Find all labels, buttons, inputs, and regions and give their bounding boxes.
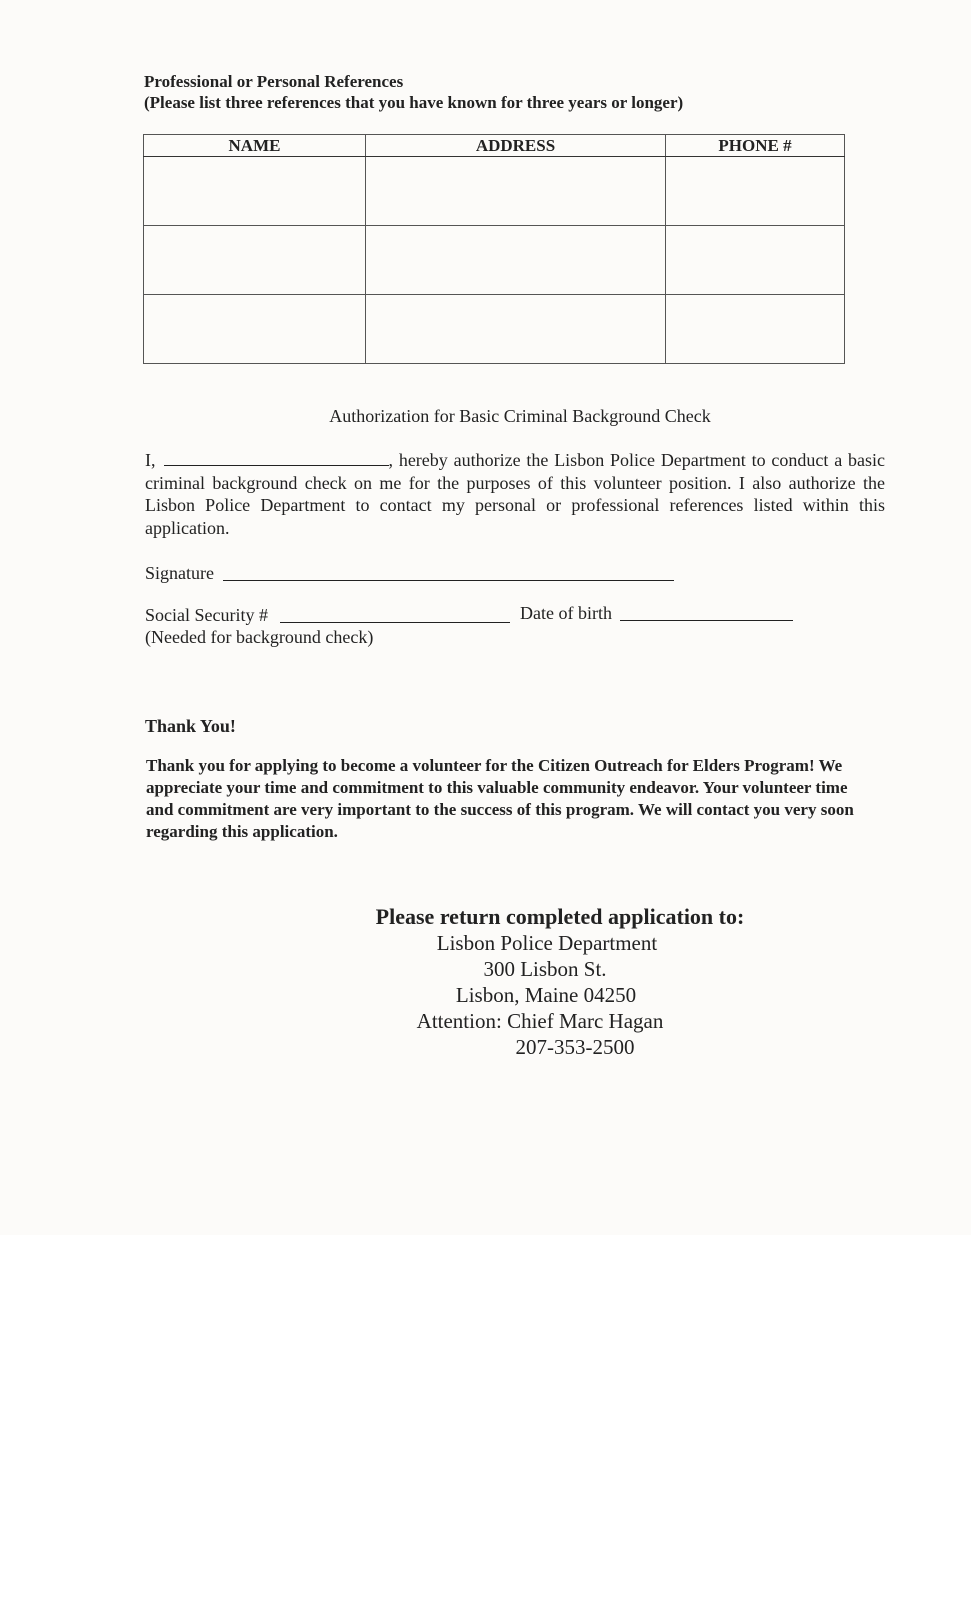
return-city: Lisbon, Maine 04250 — [455, 983, 637, 1007]
return-phone: 207-353-2500 — [515, 1035, 635, 1059]
applicant-name-blank[interactable] — [164, 451, 389, 466]
references-table — [143, 134, 845, 364]
authorization-title: Authorization for Basic Criminal Background Check — [329, 406, 711, 426]
thanks-paragraph: Thank you for applying to become a volunteer for the Citizen Outreach for Elders Program! We appreciate your time and commitment to this valuable community endeavor. Your volunteer time and commitment are very important to the success of this program. We will contact you very soon regarding this application. — [146, 756, 854, 841]
ssn-line[interactable] — [280, 622, 510, 623]
authorization-body: , hereby authorize the Lisbon Police Department to conduct a basic criminal background check on me for the purposes of this volunteer position. I also authorize the Lisbon Police Department to contact my personal or professional references listed within this application. — [145, 450, 885, 538]
column-header-phone: PHONE # — [666, 135, 845, 157]
ssn-note: (Needed for background check) — [145, 627, 374, 647]
ssn-label: Social Security # — [145, 605, 268, 625]
reference-3-phone-cell[interactable] — [666, 295, 845, 364]
reference-2-address-cell[interactable] — [366, 226, 666, 295]
table-row — [144, 295, 845, 364]
reference-3-address-cell[interactable] — [366, 295, 666, 364]
column-header-address: ADDRESS — [366, 135, 666, 157]
table-header-row — [144, 135, 845, 157]
return-department: Lisbon Police Department — [436, 931, 658, 955]
thanks-heading: Thank You! — [145, 716, 236, 736]
reference-2-phone-cell[interactable] — [666, 226, 845, 295]
references-heading — [144, 71, 683, 113]
authorization-paragraph — [145, 449, 885, 539]
return-attention: Attention: Chief Marc Hagan — [416, 1009, 664, 1033]
authorization-prefix: I, — [145, 450, 156, 470]
reference-1-phone-cell[interactable] — [666, 157, 845, 226]
references-title: Professional or Personal References — [144, 72, 404, 91]
column-header-name: NAME — [144, 135, 366, 157]
dob-label: Date of birth — [520, 603, 612, 623]
table-row — [144, 157, 845, 226]
references-instructions: (Please list three references that you have known for three years or longer) — [144, 93, 684, 112]
reference-1-address-cell[interactable] — [366, 157, 666, 226]
reference-1-name-cell[interactable] — [144, 157, 366, 226]
signature-label: Signature — [145, 563, 214, 583]
dob-line[interactable] — [620, 620, 793, 621]
return-address-block — [340, 904, 780, 1060]
return-street: 300 Lisbon St. — [483, 957, 607, 981]
reference-3-name-cell[interactable] — [144, 295, 366, 364]
table-row — [144, 226, 845, 295]
reference-2-name-cell[interactable] — [144, 226, 366, 295]
return-heading: Please return completed application to: — [375, 904, 745, 929]
signature-line[interactable] — [223, 580, 674, 581]
